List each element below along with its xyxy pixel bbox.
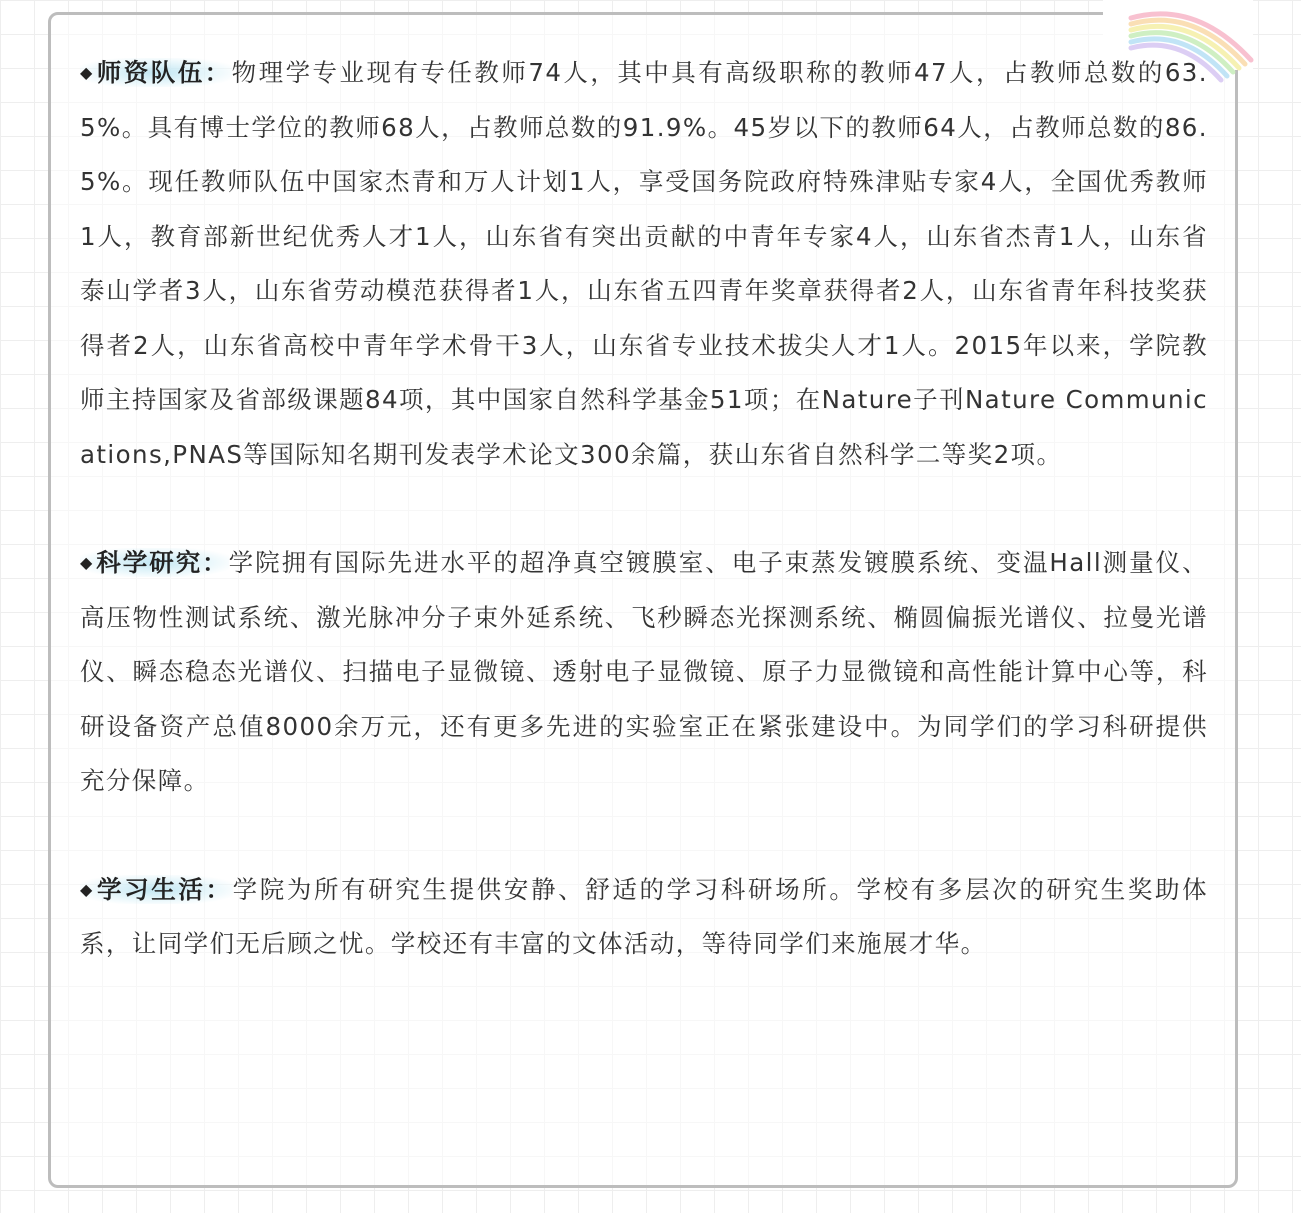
diamond-icon: ◆: [80, 553, 95, 572]
heading-text: 科学研究：: [96, 548, 229, 577]
diamond-icon: ◆: [80, 879, 95, 899]
section-research: [80, 536, 1208, 809]
article-content: [80, 46, 1208, 972]
section-heading: [80, 548, 229, 577]
diamond-icon: ◆: [80, 63, 95, 82]
heading-text: 学习生活：: [96, 874, 233, 904]
heading-text: 师资队伍：: [96, 58, 232, 87]
section-body: 学院为所有研究生提供安静、舒适的学习科研场所。学校有多层次的研究生奖助体系，让同学们无后顾之忧。学校还有丰富的文体活动，等待同学们来施展才华。: [80, 874, 1208, 958]
section-faculty: [80, 46, 1208, 482]
section-body: 物理学专业现有专任教师74人，其中具有高级职称的教师47人，占教师总数的63.5%。具有博士学位的教师68人，占教师总数的91.9%。45岁以下的教师64人，占教师总数的86.5%。现任教师队伍中国家杰青和万人计划1人，享受国务院政府特殊津贴专家4人，全国优秀教师1人，教育部新世纪优秀人才1人，山东省有突出贡献的中青年专家4人，山东省杰青1人，山东省泰山学者3人，山东省劳动模范获得者1人，山东省五四青年奖章获得者2人，山东省青年科技奖获得者2人，山东省高校中青年学术骨干3人，山东省专业技术拔尖人才1人。2015年以来，学院教师主持国家及省部级课题84项，其中国家自然科学基金51项；在Nature子刊Nature Communications,PNAS等国际知名期刊发表学术论文300余篇，获山东省自然科学二等奖2项。: [80, 58, 1208, 469]
section-heading: [80, 875, 233, 904]
section-study-life: [80, 863, 1208, 972]
section-body: 学院拥有国际先进水平的超净真空镀膜室、电子束蒸发镀膜系统、变温Hall测量仪、高压物性测试系统、激光脉冲分子束外延系统、飞秒瞬态光探测系统、椭圆偏振光谱仪、拉曼光谱仪、瞬态稳态光谱仪、扫描电子显微镜、透射电子显微镜、原子力显微镜和高性能计算中心等，科研设备资产总值8000余万元，还有更多先进的实验室正在紧张建设中。为同学们的学习科研提供充分保障。: [80, 548, 1208, 795]
section-heading: [80, 58, 232, 87]
